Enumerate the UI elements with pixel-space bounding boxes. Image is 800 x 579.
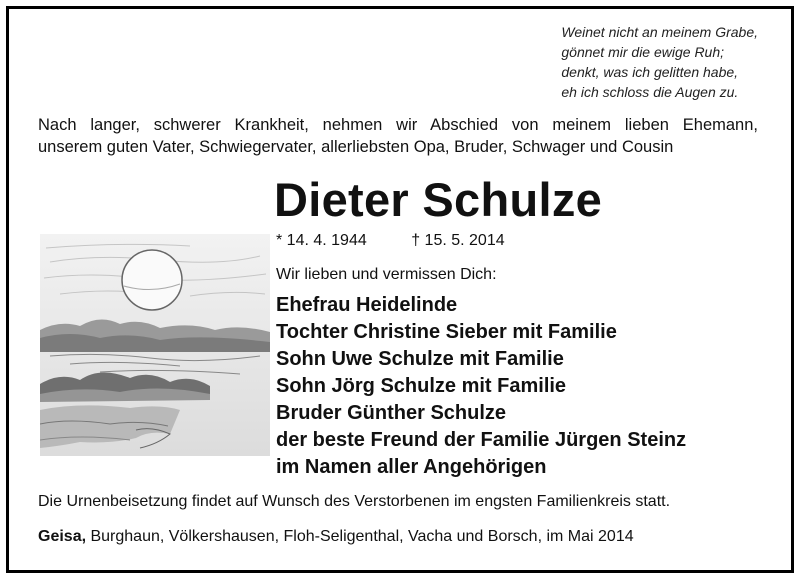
mourner-name: Sohn Uwe Schulze mit Familie [276,348,564,370]
life-dates [276,232,505,250]
mourners-heading: Wir lieben und vermissen Dich: [276,266,497,283]
mourner-name: Bruder Günther Schulze [276,402,507,424]
place-rest: Burghaun, Völkershausen, Floh-Seligenthal, Vacha und Borsch, im Mai 2014 [86,528,634,545]
mourner-name: Sohn Jörg Schulze mit Familie [276,375,567,397]
place-bold: Geisa, [38,528,87,545]
intro-text [38,114,758,158]
intro-line: unserem guten Vater, Schwiegervater, allerliebsten Opa, Bruder, Schwager und Cousin [38,138,674,156]
urn-notice: Die Urnenbeisetzung findet auf Wunsch des Verstorbenen im engsten Familienkreis statt. [38,493,671,510]
poem [561,22,758,102]
birth-date: * 14. 4. 1944 [276,232,367,249]
sunset-landscape-illustration [40,234,270,456]
poem-line: gönnet mir die ewige Ruh; [561,44,725,60]
poem-line: denkt, was ich gelitten habe, [561,64,739,80]
mourner-name: im Namen aller Angehörigen [276,456,547,478]
mourner-name: Tochter Christine Sieber mit Familie [276,321,617,343]
place-line [38,528,634,546]
mourner-name: Ehefrau Heidelinde [276,294,458,316]
poem-line: eh ich schloss die Augen zu. [561,84,739,100]
poem-line: Weinet nicht an meinem Grabe, [561,24,758,40]
death-date: † 15. 5. 2014 [411,232,505,249]
intro-line: Nach langer, schwerer Krankheit, nehmen wir Abschied von meinem lieben Ehemann, [38,116,758,134]
deceased-name: Dieter Schulze [274,173,603,226]
mourner-name: der beste Freund der Familie Jürgen Steinz [276,429,687,451]
mourners-list [276,292,686,481]
